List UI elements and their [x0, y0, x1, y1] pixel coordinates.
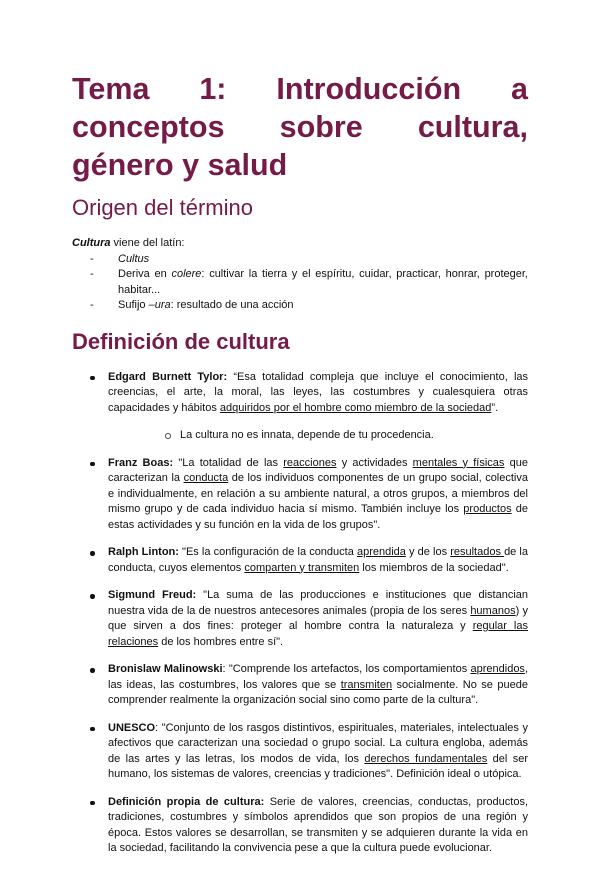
text-segment: los miembros de la sociedad". [359, 561, 509, 574]
author-name: Sigmund Freud: [108, 589, 197, 601]
underlined-text: regular las relaciones [108, 620, 528, 648]
underlined-text: humanos [470, 604, 516, 617]
underlined-text: comparten y transmiten [244, 561, 360, 574]
author-name: Edgard Burnett Tylor: [108, 370, 228, 383]
origen-item [72, 252, 528, 268]
text-segment: "La totalidad de las [173, 456, 284, 469]
underlined-text: adquiridos por el hombre como miembro de la sociedad [219, 401, 492, 414]
definition-list [72, 370, 528, 857]
underlined-text: derechos fundamentales [364, 752, 488, 765]
definition-item [72, 721, 528, 783]
text-segment: : resultado de una acción [170, 299, 294, 311]
text-segment: “Esa totalidad compleja que incluye el conocimiento, las creencias, el arte, la moral, las leyes, las costumbres y cualesquiera otras capacidades y hábitos [108, 370, 529, 414]
underlined-text: productos [463, 503, 512, 515]
text-segment: : cultivar la tierra y el espíritu, cuidar, practicar, honrar, proteger, habitar... [118, 268, 528, 296]
document-title: Tema 1: Introducción a conceptos sobre cultura, género y salud [72, 72, 528, 182]
definition-item [72, 370, 528, 444]
document-page [72, 70, 528, 869]
text-segment: , las ideas, las costumbres, los valores que se [108, 663, 528, 691]
definition-item [72, 545, 528, 576]
text-segment: : "Comprende los artefactos, los comportamientos [222, 663, 471, 675]
origen-item [72, 298, 528, 314]
sub-note: La cultura no es innata, depende de tu procedencia. [108, 428, 528, 444]
author-name: Bronislaw Malinowski [108, 663, 223, 675]
origen-list [72, 252, 528, 314]
text-segment: que caracterizan la [108, 456, 528, 484]
text-segment: socialmente. No se puede comprender realmente la organización social sino como parte de la cultura". [108, 678, 528, 706]
text-segment: Serie de valores, creencias, conductas, productos, tradiciones, costumbres y símbolos aprendidos que son propios de una región y época. Estos valores se desarrollan, se transmiten y se adquieren durante la vida en la sociedad, facilitando la convivencia pese a que la cultura puede evolucionar. [108, 795, 529, 854]
text-segment: de los individuos componentes de un grupo social, colectiva e individualmente, en relación a su ambiente natural, a otros grupos, a miembros del mismo grupo y de cada individuo hacia sí mismo. También incluye los [108, 472, 528, 515]
origen-intro [72, 236, 528, 252]
text-segment: ) y que sirven a dos fines: proteger al hombre contra la naturaleza y [108, 604, 528, 632]
text-segment: Cultus [118, 252, 150, 265]
text-segment: : "Conjunto de los rasgos distintivos, espirituales, materiales, intelectuales y afectivos que caracterizan una sociedad o grupo social. La cultura engloba, además de las artes y las letras, los modos de vida, los [108, 721, 528, 765]
definition-item [72, 662, 528, 709]
text-segment: y de los [405, 546, 451, 558]
text-segment: y actividades [336, 456, 413, 469]
underlined-text: resultados [450, 546, 505, 558]
definition-item [72, 795, 528, 857]
underlined-text: reacciones [283, 456, 337, 469]
text-segment: ”. [491, 401, 499, 414]
text-segment: "La suma de las producciones e instituciones que distancian nuestra vida de la de nuestros antecesores animales (propia de los seres [108, 589, 528, 617]
text-segment: "Es la configuración de la conducta [178, 546, 357, 558]
underlined-text: aprendida [356, 546, 406, 558]
heading-definicion: Definición de cultura [72, 328, 290, 354]
definition-item [72, 456, 528, 534]
intro-term: Cultura [72, 237, 111, 249]
text-segment: –ura [148, 299, 171, 311]
author-name: Definición propia de cultura: [108, 795, 265, 808]
origen-item [72, 267, 528, 298]
text-segment: del ser humano, los sistemas de valores, creencias y tradiciones". Definición ideal o utópica. [108, 752, 528, 780]
text-segment: de estas actividades y su función en la vida de los grupos". [108, 503, 528, 531]
text-segment: Deriva en [118, 268, 172, 280]
underlined-text: aprendidos [470, 663, 525, 675]
author-name: UNESCO [108, 721, 156, 734]
underlined-text: conducta [183, 472, 229, 484]
author-name: Ralph Linton: [108, 546, 179, 558]
author-name: Franz Boas: [108, 456, 174, 469]
intro-text: viene del latín: [110, 237, 185, 249]
text-segment: de la conducta, cuyos elementos [108, 546, 528, 574]
text-segment: de los hombres entre sí". [158, 635, 284, 648]
heading-origen: Origen del término [72, 195, 253, 220]
underlined-text: transmiten [340, 678, 393, 691]
text-segment: Sufijo [118, 299, 149, 311]
text-segment: colere [171, 268, 202, 280]
definition-item [72, 588, 528, 650]
underlined-text: mentales y físicas [412, 456, 505, 469]
